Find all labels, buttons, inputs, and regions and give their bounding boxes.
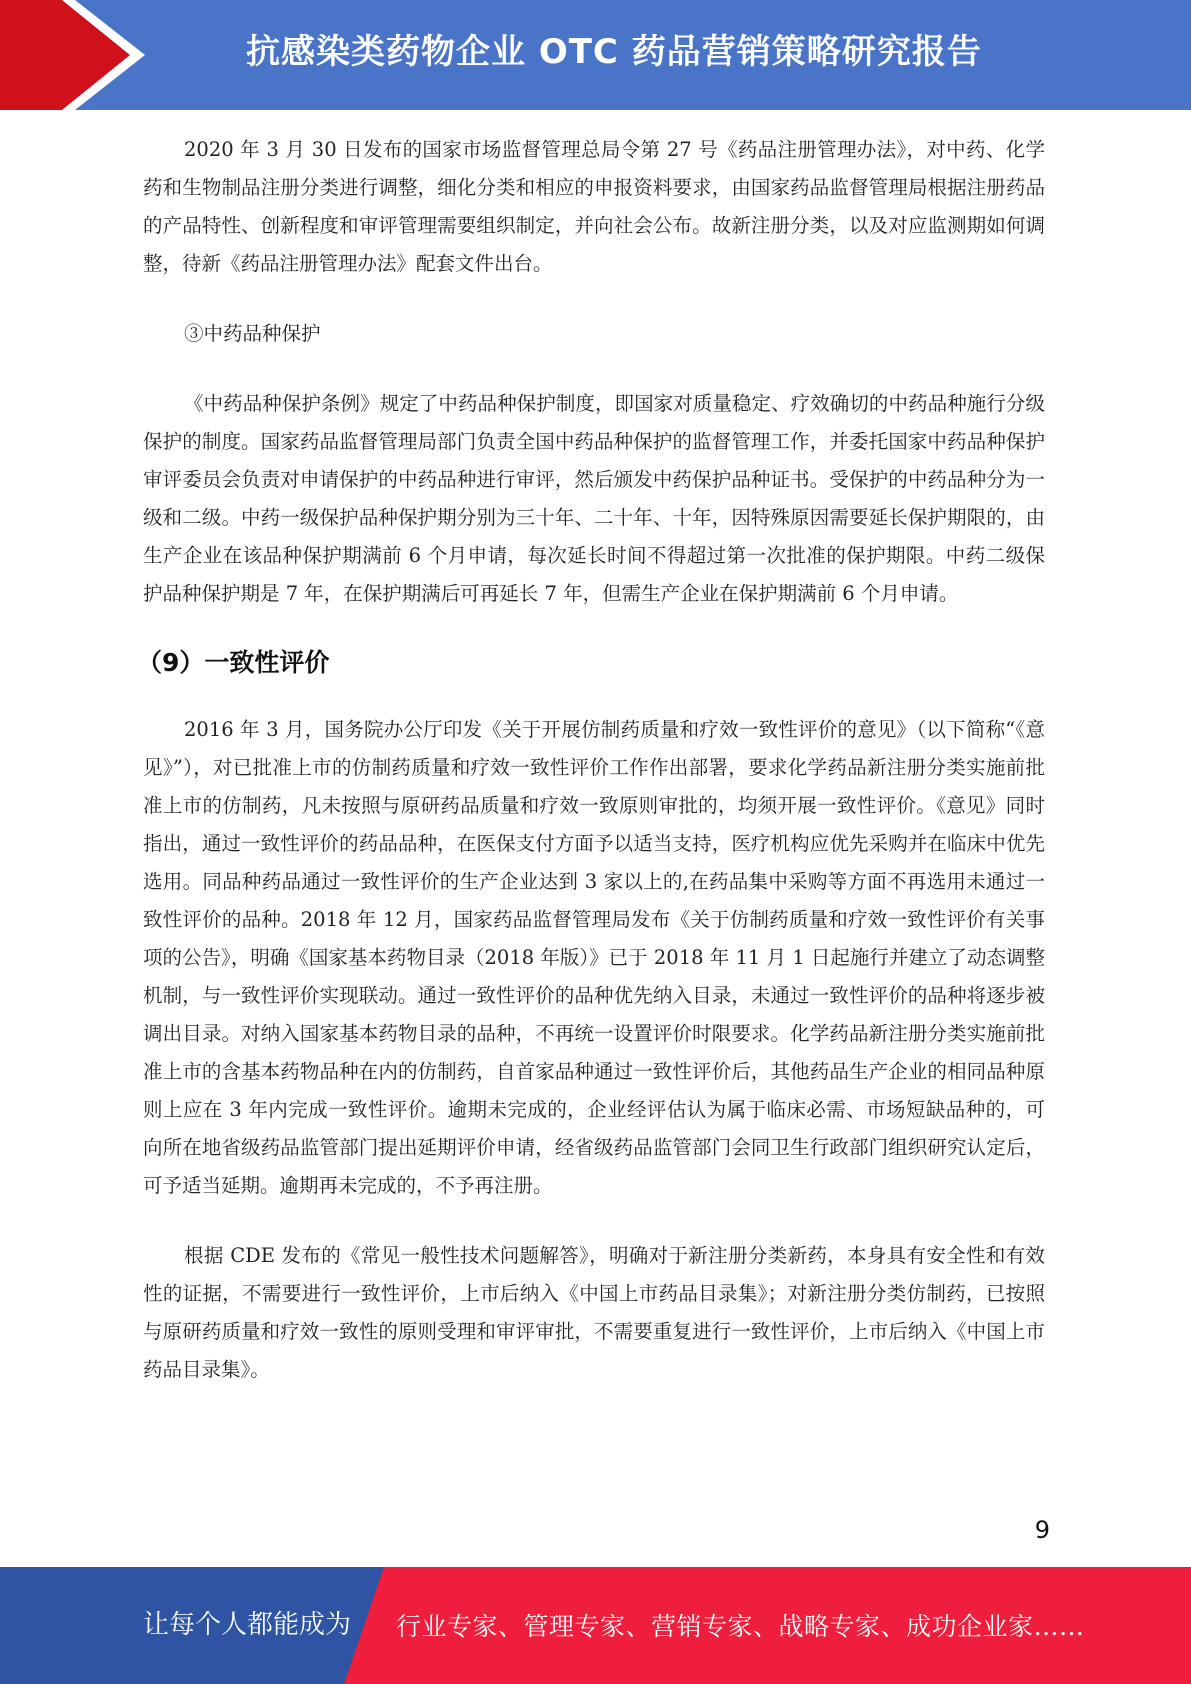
page-number: 9 [1034, 1516, 1050, 1544]
paragraph-tcm-protection: 《中药品种保护条例》规定了中药品种保护制度，即国家对质量稳定、疗效确切的中药品种施行分级保护的制度。国家药品监督管理局部门负责全国中药品种保护的监督管理工作，并委托国家中药品种保护审评委员会负责对申请保护的中药品种进行审评，然后颁发中药保护品种证书。受保护的中药品种分为一级和二级。中药一级保护品种保护期分别为三十年、二十年、十年，因特殊原因需要延长保护期限的，由生产企业在该品种保护期满前 6 个月申请，每次延长时间不得超过第一次批准的保护期限。中药二级保护品种保护期是 7 年，在保护期满后可再延长 7 年，但需生产企业在保护期满前 6 个月申请。 [143, 392, 1045, 605]
paragraph-drug-registration: 2020 年 3 月 30 日发布的国家市场监督管理总局令第 27 号《药品注册管理办法》，对中药、化学药和生物制品注册分类进行调整，细化分类和相应的申报资料要求，由国家药品监督管理局根据注册药品的产品特性、创新程度和审评管理需要组织制定，并向社会公布。故新注册分类，以及对应监测期如何调整，待新《药品注册管理办法》配套文件出台。 [143, 138, 1045, 275]
sub-heading-tcm-protection: ③中药品种保护 [184, 322, 321, 345]
section-heading-consistency-evaluation: （9）一致性评价 [137, 648, 330, 677]
report-title: 抗感染类药物企业 OTC 药品营销策略研究报告 [246, 32, 982, 72]
header-arrow-decoration [0, 0, 150, 110]
page-footer [0, 1567, 1191, 1684]
page-header [0, 0, 1191, 110]
footer-slogan-left: 让每个人都能成为 [143, 1610, 352, 1640]
paragraph-consistency-evaluation: 2016 年 3 月，国务院办公厅印发《关于开展仿制药质量和疗效一致性评价的意见》（以下简称“《意见》”），对已批准上市的仿制药质量和疗效一致性评价工作作出部署，要求化学药品新注册分类实施前批准上市的仿制药，凡未按照与原研药品质量和疗效一致原则审批的，均须开展一致性评价。《意见》同时指出，通过一致性评价的药品品种，在医保支付方面予以适当支持，医疗机构应优先采购并在临床中优先选用。同品种药品通过一致性评价的生产企业达到 3 家以上的,在药品集中采购等方面不再选用未通过一致性评价的品种。2018 年 12 月，国家药品监督管理局发布《关于仿制药质量和疗效一致性评价有关事项的公告》，明确《国家基本药物目录（2018 年版）》已于 2018 年 11 月 1 日起施行并建立了动态调整机制，与一致性评价实现联动。通过一致性评价的品种优先纳入目录，未通过一致性评价的品种将逐步被调出目录。对纳入国家基本药物目录的品种，不再统一设置评价时限要求。化学药品新注册分类实施前批准上市的含基本药物品种在内的仿制药，自首家品种通过一致性评价后，其他药品生产企业的相同品种原则上应在 3 年内完成一致性评价。逾期未完成的，企业经评估认为属于临床必需、市场短缺品种的，可向所在地省级药品监管部门提出延期评价申请，经省级药品监管部门会同卫生行政部门组织研究认定后，可予适当延期。逾期再未完成的，不予再注册。 [143, 718, 1045, 1197]
paragraph-cde-answers: 根据 CDE 发布的《常见一般性技术问题解答》，明确对于新注册分类新药，本身具有安全性和有效性的证据，不需要进行一致性评价，上市后纳入《中国上市药品目录集》；对新注册分类仿制药，已按照与原研药质量和疗效一致性的原则受理和审评审批，不需要重复进行一致性评价，上市后纳入《中国上市药品目录集》。 [143, 1244, 1045, 1381]
main-content [137, 131, 1045, 1389]
footer-slogan-right: 行业专家、管理专家、营销专家、战略专家、成功企业家…… [396, 1612, 1085, 1641]
